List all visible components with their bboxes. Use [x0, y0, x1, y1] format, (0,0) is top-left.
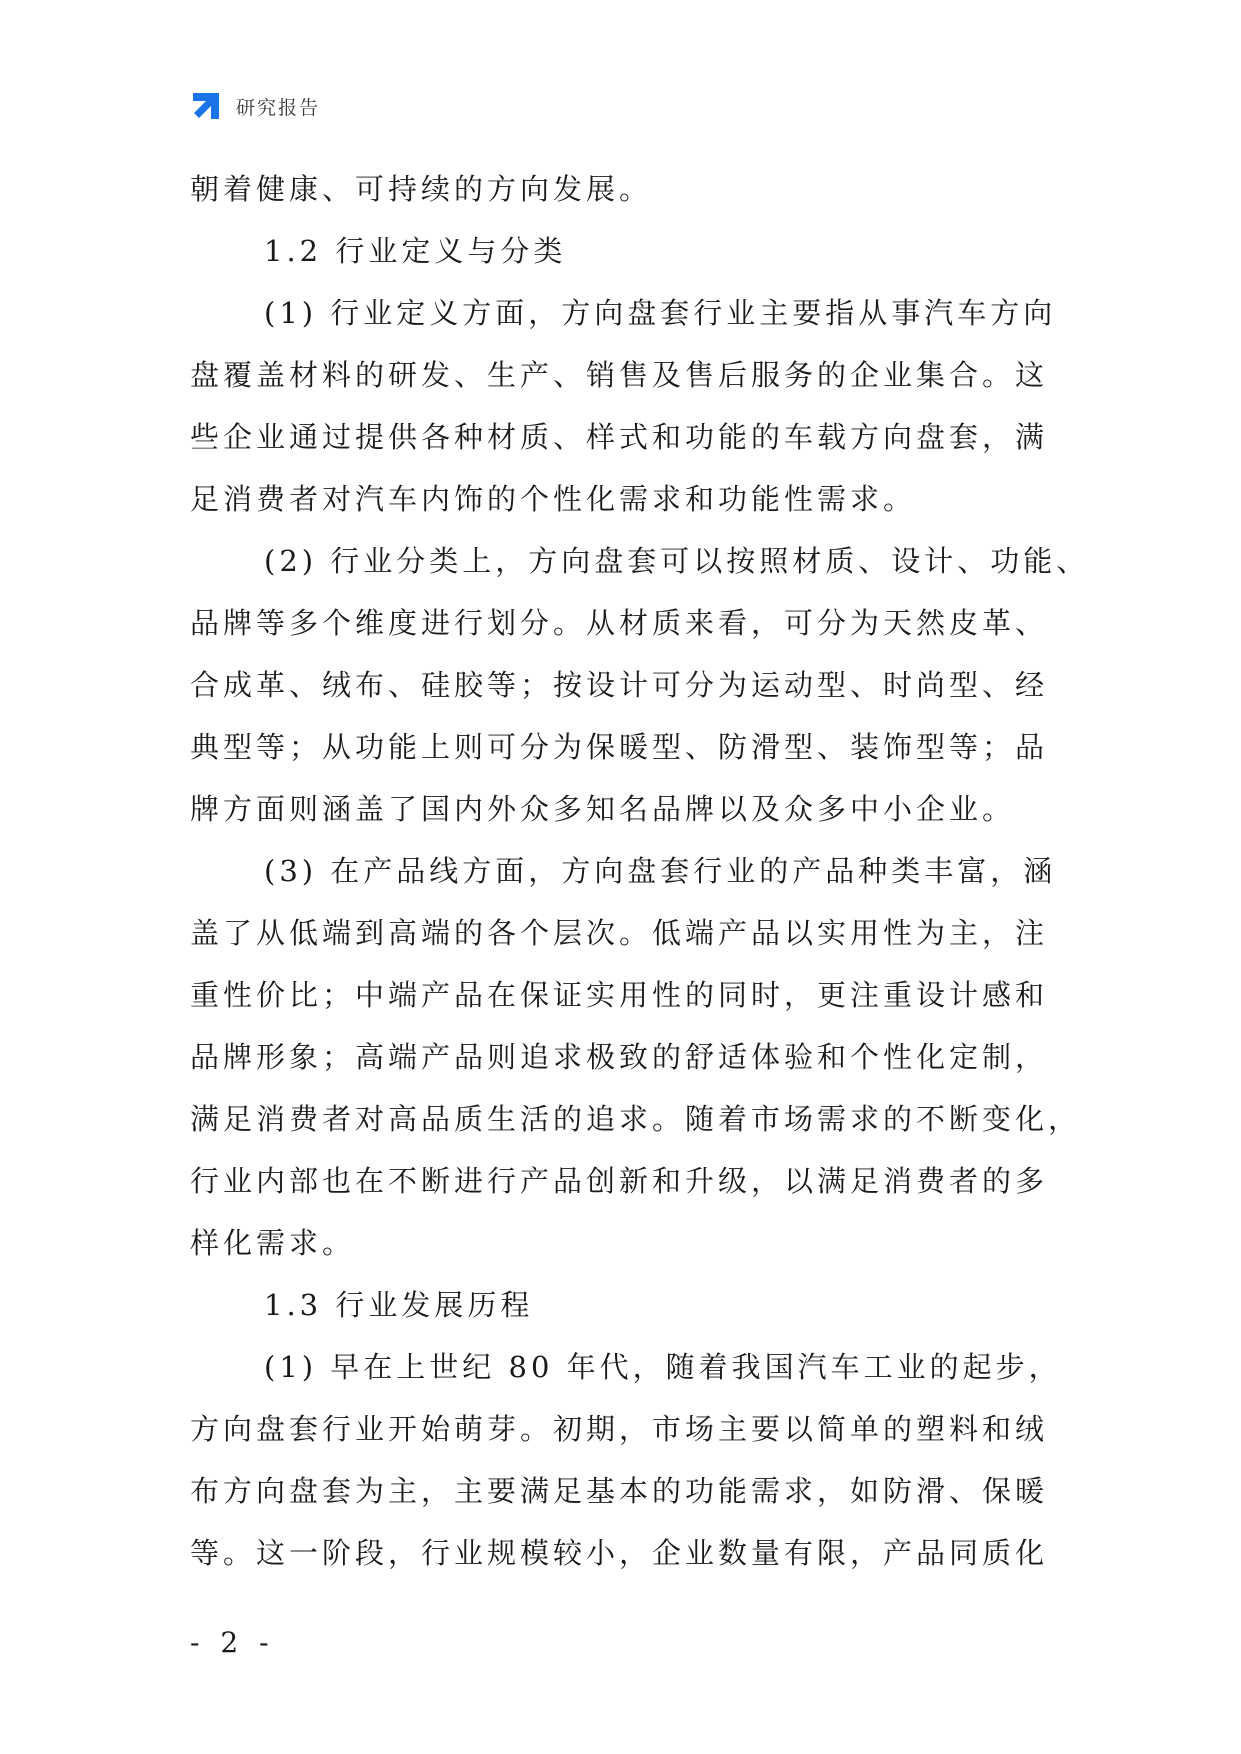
body-line: 品牌形象；高端产品则追求极致的舒适体验和个性化定制， — [190, 1040, 1049, 1074]
body-line: 等。这一阶段，行业规模较小，企业数量有限，产品同质化 — [190, 1536, 1049, 1570]
arrow-up-right-icon — [190, 90, 222, 122]
body-line: 朝着健康、可持续的方向发展。 — [190, 172, 653, 206]
body-line: 盖了从低端到高端的各个层次。低端产品以实用性为主，注 — [190, 916, 1049, 950]
page-header — [190, 88, 320, 124]
body-line: 布方向盘套为主，主要满足基本的功能需求，如防滑、保暖 — [190, 1474, 1049, 1508]
page-number: - 2 - — [190, 1626, 275, 1659]
body-line: (2) 行业分类上，方向盘套可以按照材质、设计、功能、 — [264, 544, 1090, 578]
body-line: 行业内部也在不断进行产品创新和升级，以满足消费者的多 — [190, 1164, 1049, 1198]
body-line: 样化需求。 — [190, 1226, 356, 1260]
body-line: 重性价比；中端产品在保证实用性的同时，更注重设计感和 — [190, 978, 1049, 1012]
body-line: (1) 行业定义方面，方向盘套行业主要指从事汽车方向 — [264, 296, 1057, 330]
body-line: 盘覆盖材料的研发、生产、销售及售后服务的企业集合。这 — [190, 358, 1049, 392]
body-line: 足消费者对汽车内饰的个性化需求和功能性需求。 — [190, 482, 917, 516]
body-line: (3) 在产品线方面，方向盘套行业的产品种类丰富，涵 — [264, 854, 1057, 888]
section-heading: 1.2 行业定义与分类 — [264, 234, 567, 268]
body-line: 合成革、绒布、硅胶等；按设计可分为运动型、时尚型、经 — [190, 668, 1049, 702]
body-line: 方向盘套行业开始萌芽。初期，市场主要以简单的塑料和绒 — [190, 1412, 1049, 1446]
body-line: 满足消费者对高品质生活的追求。随着市场需求的不断变化， — [190, 1102, 1082, 1136]
body-line: (1) 早在上世纪 80 年代，随着我国汽车工业的起步， — [264, 1350, 1062, 1384]
body-line: 些企业通过提供各种材质、样式和功能的车载方向盘套，满 — [190, 420, 1049, 454]
document-body — [190, 158, 1090, 1584]
body-line: 品牌等多个维度进行划分。从材质来看，可分为天然皮革、 — [190, 606, 1049, 640]
header-title: 研究报告 — [236, 96, 321, 119]
section-heading: 1.3 行业发展历程 — [264, 1288, 534, 1322]
body-line: 典型等；从功能上则可分为保暖型、防滑型、装饰型等；品 — [190, 730, 1049, 764]
body-line: 牌方面则涵盖了国内外众多知名品牌以及众多中小企业。 — [190, 792, 1016, 826]
